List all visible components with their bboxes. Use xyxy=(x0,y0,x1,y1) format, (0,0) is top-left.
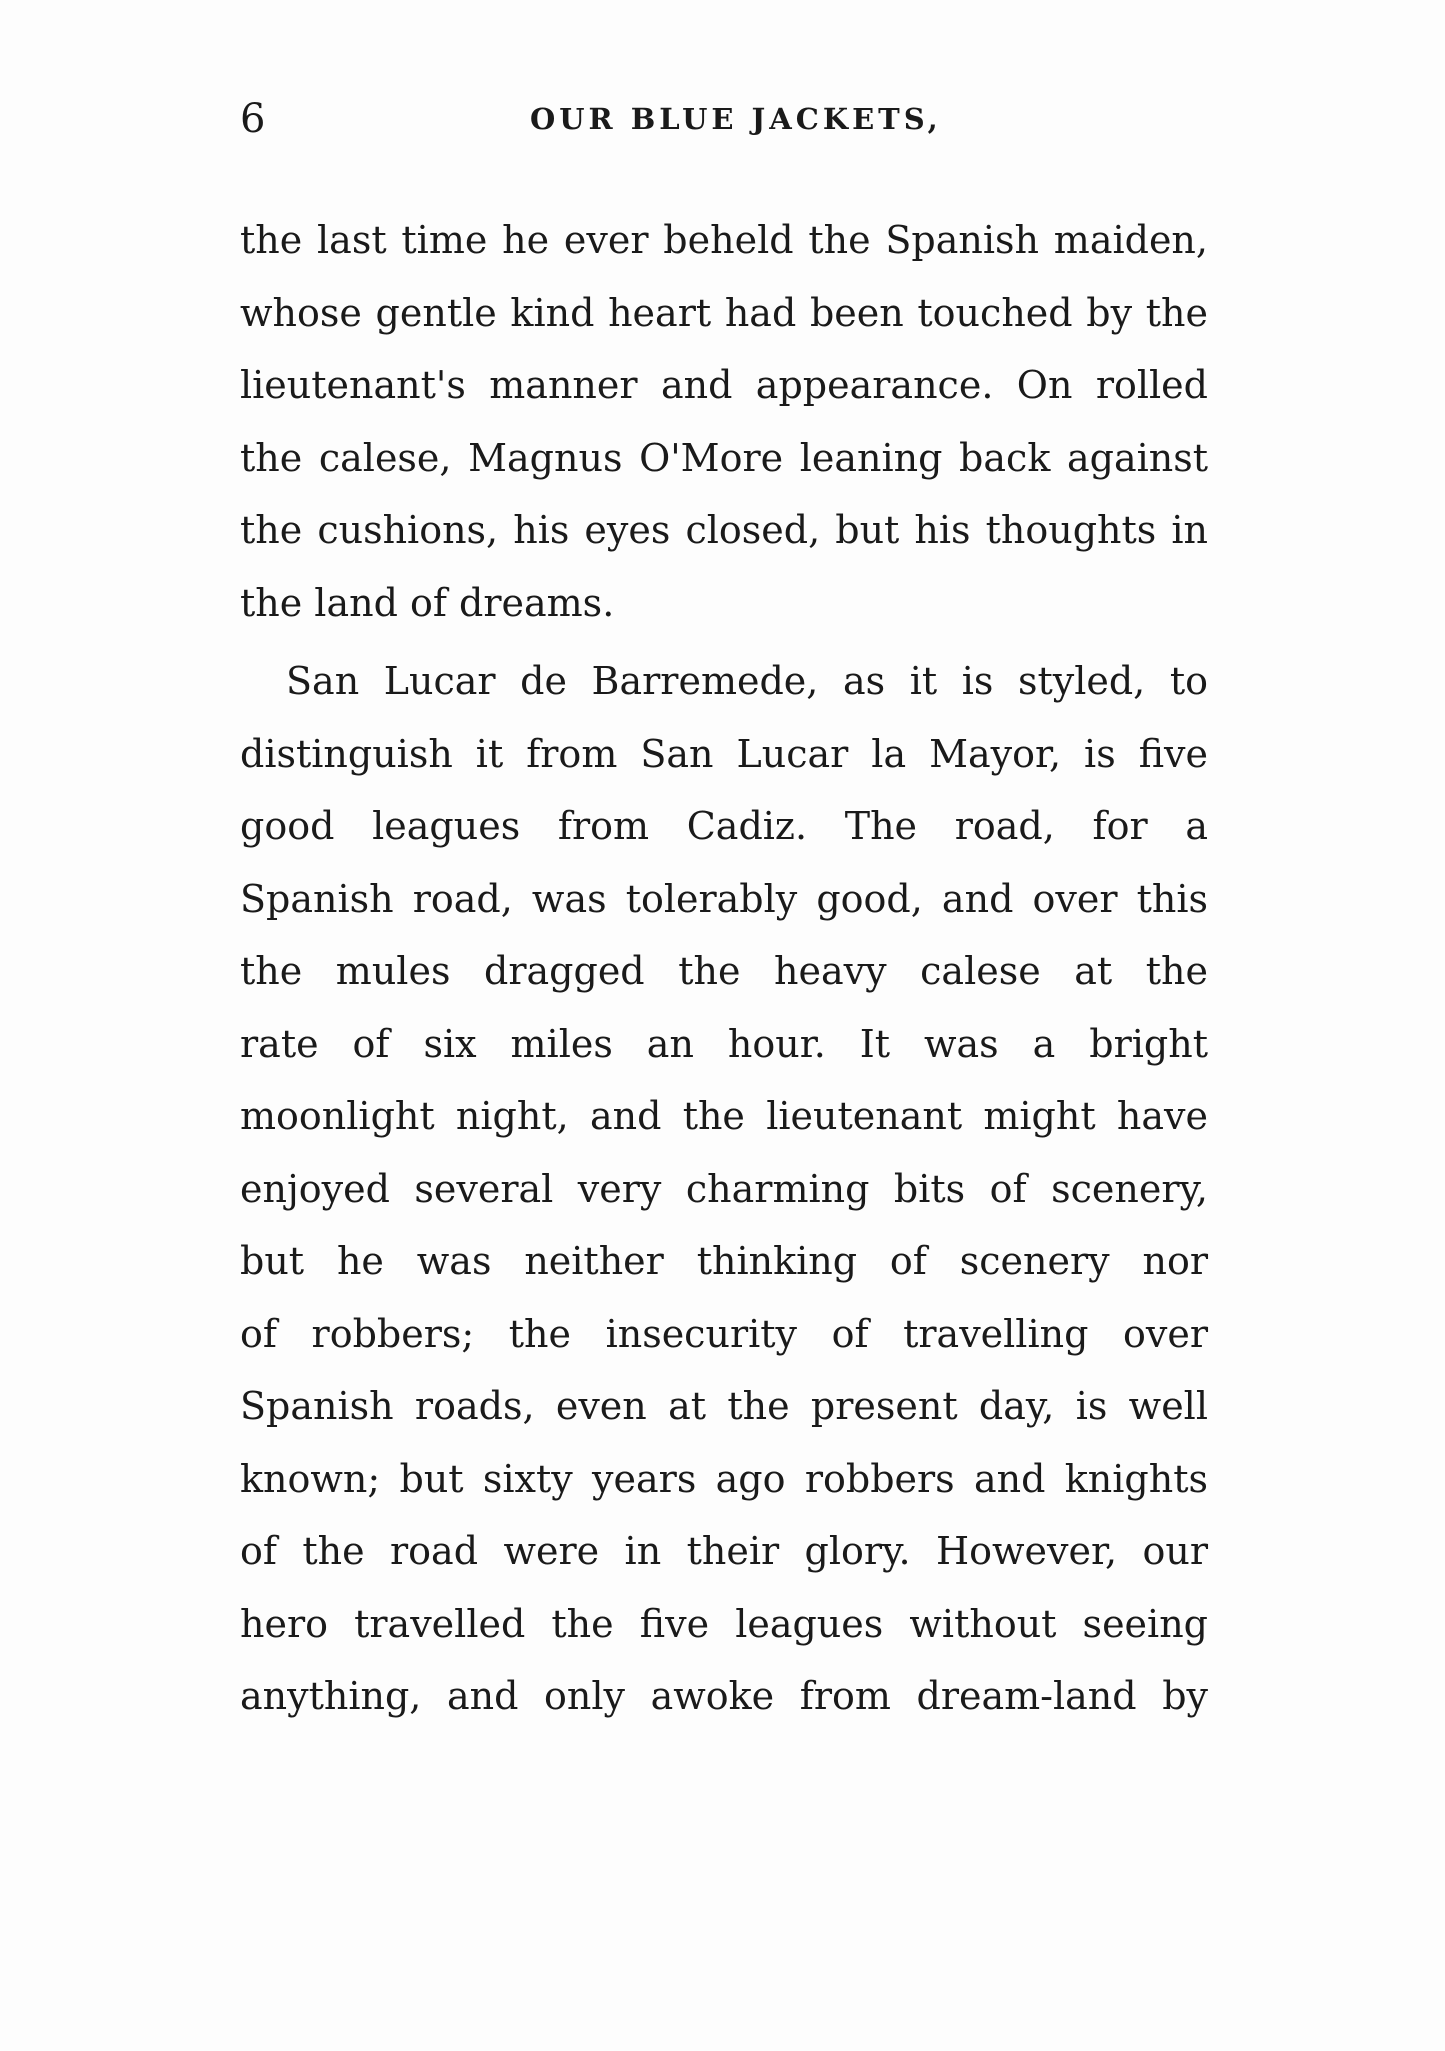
text-line: known; but sixty years ago robbers and knights xyxy=(240,1456,1208,1501)
text-line: lieutenant's manner and appearance. On rolled xyxy=(240,363,1208,407)
running-header xyxy=(240,96,1220,146)
text-line: of robbers; the insecurity of travelling over xyxy=(240,1311,1208,1356)
text-line: of the road were in their glory. However, our xyxy=(240,1529,1208,1573)
paragraph xyxy=(240,645,1208,1733)
text-line: the mules dragged the heavy calese at the xyxy=(240,949,1208,993)
text-line: hero travelled the five leagues without seeing xyxy=(240,1601,1208,1646)
text-line: anything, and only awoke from dream-land by xyxy=(240,1674,1208,1718)
body-text xyxy=(240,204,1208,1733)
text-line: Spanish roads, even at the present day, is well xyxy=(240,1384,1208,1428)
text-line: whose gentle kind heart had been touched by the xyxy=(240,290,1208,335)
text-line: distinguish it from San Lucar la Mayor, is five xyxy=(240,731,1208,776)
text-line: good leagues from Cadiz. The road, for a xyxy=(240,804,1208,848)
text-line: the last time he ever beheld the Spanish maiden, xyxy=(240,218,1208,262)
text-line: the land of dreams. xyxy=(240,580,615,625)
text-line: rate of six miles an hour. It was a bright xyxy=(240,1021,1208,1066)
text-line: but he was neither thinking of scenery nor xyxy=(240,1239,1208,1283)
running-title: OUR BLUE JACKETS, xyxy=(530,102,942,136)
text-line: moonlight night, and the lieutenant might have xyxy=(240,1094,1208,1138)
text-line: enjoyed several very charming bits of scenery, xyxy=(240,1166,1208,1211)
text-line: the cushions, his eyes closed, but his thoughts in xyxy=(240,508,1208,552)
paragraph xyxy=(240,204,1208,639)
text-line: Spanish road, was tolerably good, and over this xyxy=(240,876,1208,921)
page-number: 6 xyxy=(240,96,267,142)
text-line: San Lucar de Barremede, as it is styled, to xyxy=(286,659,1208,703)
text-line: the calese, Magnus O'More leaning back against xyxy=(240,435,1208,480)
